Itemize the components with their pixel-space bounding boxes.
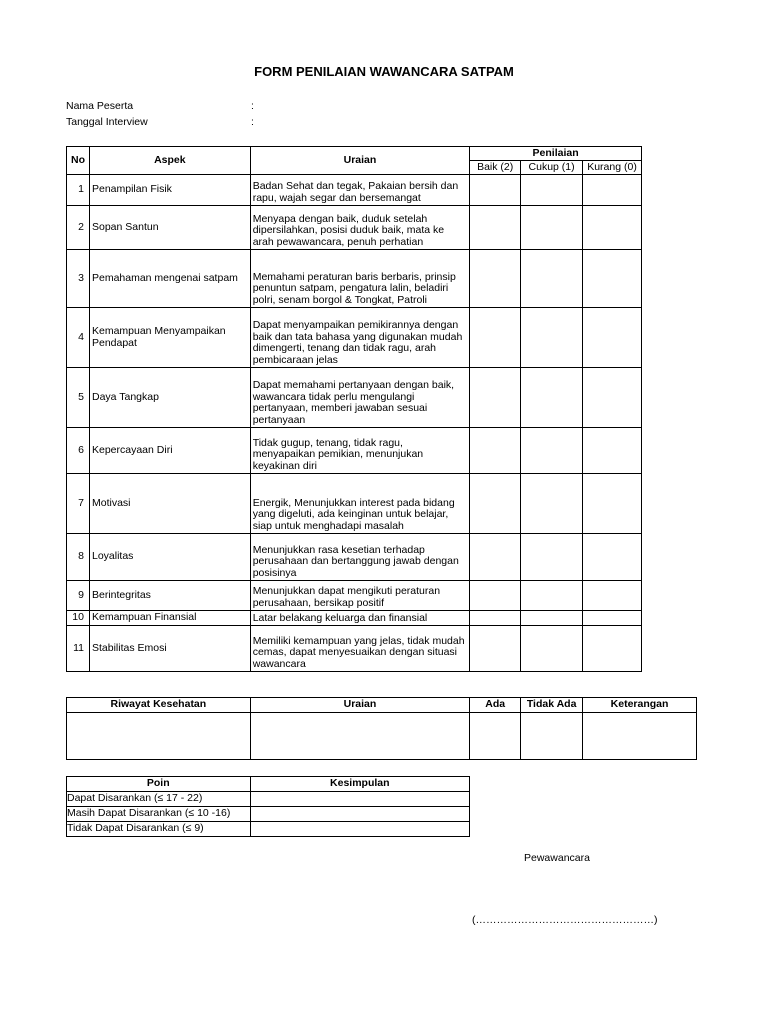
- row-no: 11: [67, 626, 90, 672]
- table-row: [67, 474, 642, 534]
- score-cukup-cell[interactable]: [521, 474, 583, 534]
- keterangan-cell[interactable]: [583, 713, 697, 760]
- score-kurang-cell[interactable]: [583, 428, 642, 474]
- row-no: 6: [67, 428, 90, 474]
- row-aspek: Kemampuan Finansial: [89, 611, 250, 626]
- field-colon: :: [251, 116, 254, 128]
- row-uraian: Memiliki kemampuan yang jelas, tidak mudah cemas, dapat menyesuaikan dengan situasi wawancara: [250, 626, 470, 672]
- form-title: FORM PENILAIAN WAWANCARA SATPAM: [254, 64, 514, 79]
- row-aspek: Berintegritas: [89, 581, 250, 611]
- score-kurang-cell[interactable]: [583, 206, 642, 250]
- score-cukup-cell[interactable]: [521, 206, 583, 250]
- table-row: [67, 792, 470, 807]
- riwayat-kesehatan-cell[interactable]: [67, 713, 251, 760]
- score-kurang-cell[interactable]: [583, 175, 642, 206]
- row-uraian: Menunjukkan dapat mengikuti peraturan perusahaan, bersikap positif: [250, 581, 470, 611]
- header-uraian: Uraian: [250, 147, 470, 175]
- table-row: [67, 626, 642, 672]
- score-baik-cell[interactable]: [470, 308, 521, 368]
- row-aspek: Stabilitas Emosi: [89, 626, 250, 672]
- header-poin: Poin: [67, 777, 251, 792]
- score-baik-cell[interactable]: [470, 581, 521, 611]
- score-baik-cell[interactable]: [470, 175, 521, 206]
- row-uraian: Menyapa dengan baik, duduk setelah dipersilahkan, posisi duduk baik, mata ke arah pewawancara, penuh perhatian: [250, 206, 470, 250]
- header-kesimpulan: Kesimpulan: [250, 777, 469, 792]
- poin-label: Tidak Dapat Disarankan (≤ 9): [67, 822, 251, 837]
- row-aspek: Penampilan Fisik: [89, 175, 250, 206]
- table-row: [67, 428, 642, 474]
- field-label: Nama Peserta: [66, 100, 134, 112]
- score-cukup-cell[interactable]: [521, 428, 583, 474]
- score-baik-cell[interactable]: [470, 250, 521, 308]
- header-penilaian: Penilaian: [470, 147, 642, 161]
- score-kurang-cell[interactable]: [583, 250, 642, 308]
- row-uraian: Memahami peraturan baris berbaris, prinsip penuntun satpam, pengatura lalin, beladiri polri, senam borgol & Tongkat, Patroli: [250, 250, 470, 308]
- table-row: [67, 175, 642, 206]
- row-no: 2: [67, 206, 90, 250]
- score-baik-cell[interactable]: [470, 611, 521, 626]
- poin-label: Dapat Disarankan (≤ 17 - 22): [67, 792, 251, 807]
- table-row: [67, 713, 697, 760]
- row-no: 3: [67, 250, 90, 308]
- row-aspek: Daya Tangkap: [89, 368, 250, 428]
- kesimpulan-cell[interactable]: [250, 822, 469, 837]
- header-kurang: Kurang (0): [583, 161, 642, 175]
- assessment-table: [66, 146, 642, 672]
- header-riwayat-kesehatan: Riwayat Kesehatan: [67, 698, 251, 713]
- ada-cell[interactable]: [470, 713, 521, 760]
- score-cukup-cell[interactable]: [521, 175, 583, 206]
- header-tidak-ada: Tidak Ada: [521, 698, 583, 713]
- table-row: [67, 206, 642, 250]
- signature-label: Pewawancara: [524, 852, 590, 864]
- signature-line[interactable]: (……………………………………………): [472, 914, 658, 926]
- table-row: [67, 822, 470, 837]
- row-uraian: Menunjukkan rasa kesetian terhadap perusahaan dan bertanggung jawab dengan posisinya: [250, 534, 470, 581]
- uraian-cell[interactable]: [250, 713, 470, 760]
- score-baik-cell[interactable]: [470, 368, 521, 428]
- row-no: 1: [67, 175, 90, 206]
- row-aspek: Motivasi: [89, 474, 250, 534]
- table-row: [67, 250, 642, 308]
- score-kurang-cell[interactable]: [583, 534, 642, 581]
- score-cukup-cell[interactable]: [521, 250, 583, 308]
- row-aspek: Loyalitas: [89, 534, 250, 581]
- score-baik-cell[interactable]: [470, 206, 521, 250]
- score-kurang-cell[interactable]: [583, 611, 642, 626]
- score-kurang-cell[interactable]: [583, 368, 642, 428]
- header-baik: Baik (2): [470, 161, 521, 175]
- field-label: Tanggal Interview: [66, 116, 148, 128]
- points-table: [66, 776, 470, 837]
- poin-label: Masih Dapat Disarankan (≤ 10 -16): [67, 807, 251, 822]
- table-row: [67, 581, 642, 611]
- score-kurang-cell[interactable]: [583, 626, 642, 672]
- row-aspek: Sopan Santun: [89, 206, 250, 250]
- field-nama-peserta: [66, 100, 254, 112]
- score-baik-cell[interactable]: [470, 534, 521, 581]
- score-cukup-cell[interactable]: [521, 368, 583, 428]
- header-aspek: Aspek: [89, 147, 250, 175]
- header-keterangan: Keterangan: [583, 698, 697, 713]
- score-cukup-cell[interactable]: [521, 534, 583, 581]
- table-row: [67, 807, 470, 822]
- score-baik-cell[interactable]: [470, 474, 521, 534]
- row-no: 7: [67, 474, 90, 534]
- score-kurang-cell[interactable]: [583, 474, 642, 534]
- row-no: 4: [67, 308, 90, 368]
- table-row: [67, 368, 642, 428]
- health-history-table: [66, 697, 697, 760]
- row-aspek: Kemampuan Menyampaikan Pendapat: [89, 308, 250, 368]
- table-row: [67, 308, 642, 368]
- score-cukup-cell[interactable]: [521, 308, 583, 368]
- row-uraian: Energik, Menunjukkan interest pada bidang yang digeluti, ada keinginan untuk belajar, siap untuk menghadapi masalah: [250, 474, 470, 534]
- score-kurang-cell[interactable]: [583, 581, 642, 611]
- score-cukup-cell[interactable]: [521, 611, 583, 626]
- header-uraian: Uraian: [250, 698, 470, 713]
- row-no: 5: [67, 368, 90, 428]
- row-uraian: Tidak gugup, tenang, tidak ragu, menyapaikan pemikian, menunjukan keyakinan diri: [250, 428, 470, 474]
- row-aspek: Kepercayaan Diri: [89, 428, 250, 474]
- score-cukup-cell[interactable]: [521, 626, 583, 672]
- score-baik-cell[interactable]: [470, 626, 521, 672]
- row-uraian: Dapat memahami pertanyaan dengan baik, wawancara tidak perlu mengulangi pertanyaan, memberi jawaban sesuai pertanyaan: [250, 368, 470, 428]
- score-kurang-cell[interactable]: [583, 308, 642, 368]
- kesimpulan-cell[interactable]: [250, 807, 469, 822]
- row-uraian: Latar belakang keluarga dan finansial: [250, 611, 470, 626]
- row-no: 8: [67, 534, 90, 581]
- score-baik-cell[interactable]: [470, 428, 521, 474]
- row-no: 9: [67, 581, 90, 611]
- score-cukup-cell[interactable]: [521, 581, 583, 611]
- row-uraian: Dapat menyampaikan pemikirannya dengan baik dan tata bahasa yang digunakan mudah dimengerti, tenang dan tidak ragu, arah pembicaraan jelas: [250, 308, 470, 368]
- header-ada: Ada: [470, 698, 521, 713]
- table-row: [67, 611, 642, 626]
- table-row: [67, 534, 642, 581]
- field-tanggal-interview: [66, 116, 254, 128]
- field-colon: :: [251, 100, 254, 112]
- row-aspek: Pemahaman mengenai satpam: [89, 250, 250, 308]
- kesimpulan-cell[interactable]: [250, 792, 469, 807]
- row-uraian: Badan Sehat dan tegak, Pakaian bersih dan rapu, wajah segar dan bersemangat: [250, 175, 470, 206]
- header-cukup: Cukup (1): [521, 161, 583, 175]
- row-no: 10: [67, 611, 90, 626]
- tidak-ada-cell[interactable]: [521, 713, 583, 760]
- header-no: No: [67, 147, 90, 175]
